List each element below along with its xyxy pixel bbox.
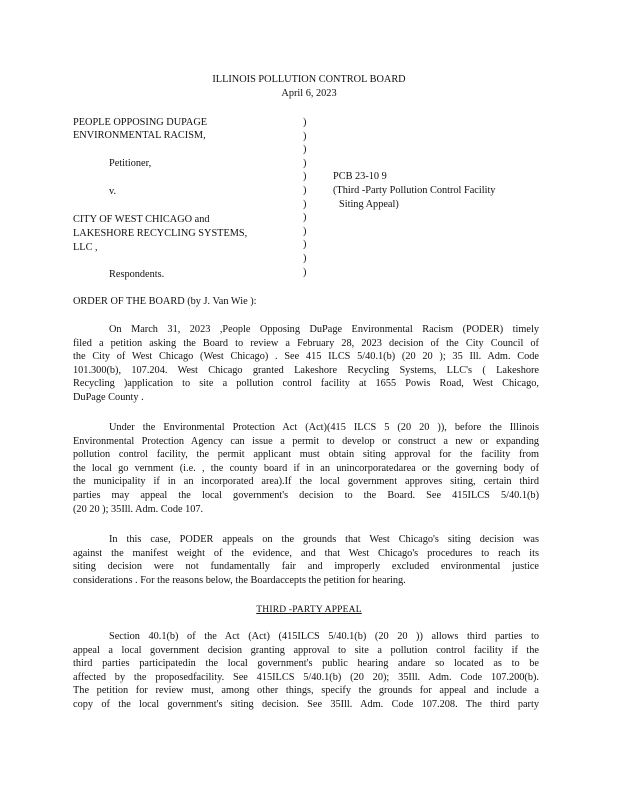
text-line: On March 31, 2023 ,People Opposing DuPage Environmental Racism (PODER) timely (109, 324, 539, 335)
text-line: copy of the local government's siting decision. See 35Ill. Adm. Code 107.208. The third party (73, 698, 539, 710)
paragraph-poder-appeal (73, 533, 539, 587)
text-line: pollution control facility, the permit applicant must obtain siting approval for the facility from (73, 449, 539, 461)
petitioner-name-line-2: ENVIRONMENTAL RACISM, (73, 130, 206, 141)
case-type-line-2: Siting Appeal) (339, 199, 399, 210)
text-line: parties may appeal the local government's decision to the Board. See 415ILCS 5/40.1(b) (73, 489, 539, 501)
caption-paren: ) (303, 130, 307, 142)
respondent-role: Respondents. (109, 269, 165, 280)
case-number: PCB 23-10 9 (333, 171, 387, 182)
caption-paren: ) (303, 212, 307, 224)
section-heading-text: THIRD -PARTY APPEAL (256, 605, 362, 615)
respondent-name-line-3: LLC , (73, 242, 98, 253)
caption-paren: ) (303, 157, 307, 169)
versus-label: v. (109, 186, 117, 197)
caption-paren: ) (303, 266, 307, 278)
caption-paren: ) (303, 185, 307, 196)
text-line: affected by the proposedfacility. See 415ILCS 5/40.1(b) (20 20); 35Ill. Adm. Code 107.200(b). (73, 671, 539, 683)
text-line: (20 20 ); 35Ill. Adm. Code 107. (73, 503, 204, 515)
paragraph-petition (73, 323, 539, 405)
caption-paren: ) (303, 253, 307, 264)
order-of-the-board: ORDER OF THE BOARD (by J. Van Wie ): (73, 296, 257, 307)
text-line: appeal a local government decision granting approval to site a pollution control facility if the (73, 644, 539, 656)
text-line: against the manifest weight of the evidence, and that West Chicago's procedures to reach its (73, 547, 539, 559)
text-line: In this case, PODER appeals on the grounds that West Chicago's siting decision was (109, 534, 539, 545)
text-line: the local go vernment (i.e. , the county board if in an unincorporatedarea or the governing body of (73, 462, 539, 474)
respondent-name-line-1: CITY OF WEST CHICAGO and (73, 214, 210, 225)
text-line: siting decision were not fundamentally fair and improperly excluded environmental justice (73, 561, 539, 573)
caption-paren: ) (303, 144, 307, 156)
text-line: Section 40.1(b) of the Act (Act) (415ILCS 5/40.1(b) (20 20 )) allows third parties to (109, 631, 539, 642)
caption-paren: ) (303, 239, 307, 251)
caption-paren: ) (303, 117, 307, 128)
text-line: The petition for review must, among other things, specify the grounds for appeal and include a (73, 685, 539, 697)
petitioner-name-line-1: PEOPLE OPPOSING DUPAGE (73, 117, 208, 128)
text-line: third parties participatedin the local government's public hearing andare so located as to be (73, 658, 539, 670)
agency-title: ILLINOIS POLLUTION CONTROL BOARD (212, 74, 406, 85)
caption-paren: ) (303, 198, 307, 210)
case-type-line-1: (Third -Party Pollution Control Facility (333, 185, 496, 196)
section-heading (0, 603, 618, 618)
paragraph-section-40-1 (73, 630, 539, 712)
caption-paren: ) (303, 225, 307, 237)
text-line: Environmental Protection Agency can issue a permit to develop or construct a new or expanding (73, 435, 539, 447)
text-line: filed a petition asking the Board to review a February 28, 2023 decision of the City Council of (73, 337, 539, 349)
text-line: the municipality if in an incorporated area).If the local government approves siting, certain third (73, 476, 539, 488)
respondent-name-line-2: LAKESHORE RECYCLING SYSTEMS, (73, 228, 248, 239)
text-line: Under the Environmental Protection Act (Act)(415 ILCS 5 (20 20 )), before the Illinois (109, 422, 539, 433)
order-date: April 6, 2023 (281, 88, 337, 99)
text-line: DuPage County . (73, 391, 144, 403)
caption-paren: ) (303, 171, 307, 183)
text-line: 101.300(b), 107.204. West Chicago granted Lakeshore Recycling Systems, LLC's ( Lakeshore (73, 364, 539, 376)
paragraph-environmental-act (73, 421, 539, 516)
text-line: considerations . For the reasons below, the Boardaccepts the petition for hearing. (73, 574, 406, 586)
petitioner-role: Petitioner, (109, 158, 152, 169)
text-line: the City of West Chicago (West Chicago) . See 415 ILCS 5/40.1(b) (20 20 ); 35 Ill. Adm. Code (73, 351, 539, 363)
text-line: Recycling )application to site a pollution control facility at 1655 Powis Road, West Chicago, (73, 378, 539, 390)
